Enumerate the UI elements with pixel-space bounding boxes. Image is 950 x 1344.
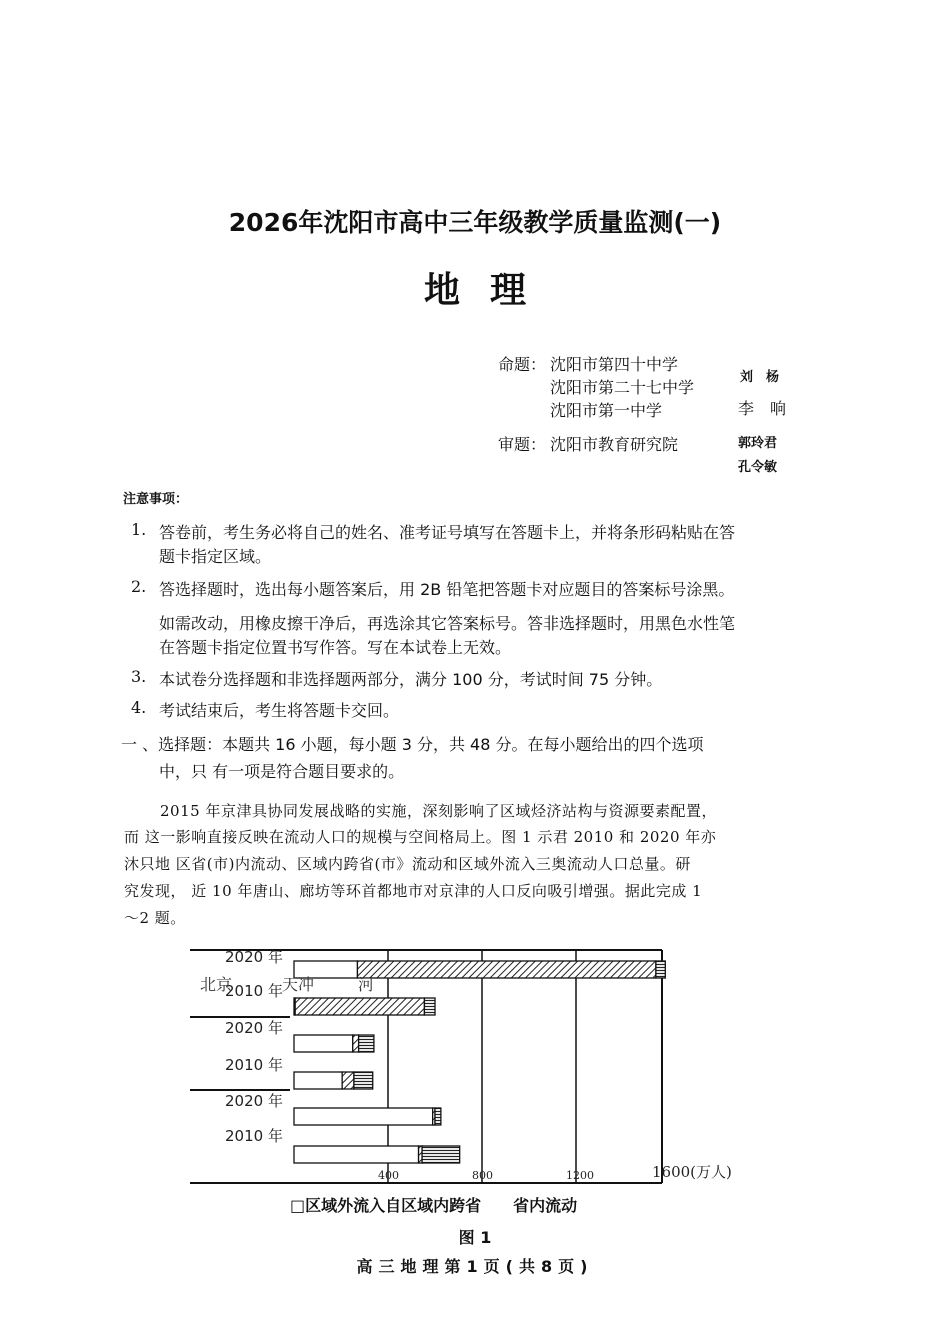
- chart-svg: [190, 945, 750, 1190]
- notice-number: 3.: [131, 667, 147, 686]
- tick-label: 1600(万人): [652, 1163, 732, 1181]
- notice-line: 在答题卡指定位置书写作答。写在本试卷上无效。: [159, 638, 512, 657]
- notice-number: 2.: [131, 577, 147, 596]
- chart-bars: [294, 961, 665, 1163]
- bar-segment-intra-province: [435, 1108, 441, 1125]
- reviewer-name: 孔令敏: [738, 460, 778, 475]
- reviewer-org: 沈阳市教育研究院: [550, 435, 679, 454]
- bar-segment-intra-province: [359, 1035, 374, 1052]
- region-label: 北京: [200, 975, 233, 994]
- figure-1-chart: [190, 945, 750, 1190]
- year-label: 2020 年: [225, 948, 283, 966]
- proposer-school: 沈阳市第二十七中学: [550, 378, 695, 397]
- bar-segment-cross-province: [357, 961, 655, 978]
- passage-line: 沐只地 区省(市)内流动、区域内跨省(市》流动和区域外流入三奥流动人口总量。研: [124, 855, 691, 873]
- notice-line: 答选择题时，选出每小题答案后，用 2B 铅笔把答题卡对应题目的答案标号涂黑。: [159, 580, 735, 599]
- bar-segment-outside-inflow: [294, 1072, 342, 1089]
- notice-heading: 注意事项：: [123, 492, 189, 507]
- region-label: 河: [358, 975, 375, 994]
- proposer-school: 沈阳市第四十中学: [550, 355, 679, 374]
- passage-line: 究发现， 近 10 年唐山、廊坊等环首都地市对京津的人口反向吸引增强。据此完成 1: [124, 882, 703, 900]
- bar-segment-intra-province: [424, 998, 435, 1015]
- bar-segment-intra-province: [422, 1146, 460, 1163]
- notice-line: 考试结束后，考生将答题卡交回。: [159, 701, 400, 720]
- passage-line: ～2 题。: [124, 909, 186, 927]
- tick-label: 800: [472, 1169, 493, 1182]
- tick-label: 1200: [566, 1169, 594, 1182]
- notice-number: 4.: [131, 698, 147, 717]
- notice-line: 本试卷分选择题和非选择题两部分，满分 100 分，考试时间 75 分钟。: [159, 670, 663, 689]
- year-label: 2010 年: [225, 1056, 283, 1074]
- bar-segment-cross-province: [295, 998, 424, 1015]
- bar-segment-outside-inflow: [294, 1108, 433, 1125]
- bar-segment-outside-inflow: [294, 1035, 353, 1052]
- reviewer-label: 审题：: [498, 435, 547, 454]
- year-label: 2020 年: [225, 1092, 283, 1110]
- passage-line: 2015 年京津具协同发展战略的实施，深刻影响了区域烃济站构与资源要素配置，: [160, 802, 717, 820]
- tick-label: 400: [378, 1169, 399, 1182]
- bar-segment-cross-province: [342, 1072, 354, 1089]
- notice-line: 答卷前，考生务必将自己的姓名、准考证号填写在答题卡上，并将条形码粘贴在答: [159, 523, 736, 542]
- notice-number: 1.: [131, 520, 147, 539]
- subject-title: 地理: [423, 270, 556, 311]
- year-label: 2010 年: [225, 1127, 283, 1145]
- chart-labels: [200, 948, 732, 1182]
- section-heading-cont: 中，只 有一项是符合题目要求的。: [159, 762, 405, 781]
- reviewer-name: 郭玲君: [738, 436, 778, 451]
- year-label: 2010 年: [225, 982, 283, 1000]
- chart-legend: □区域外流入自区域内跨省 省内流动: [290, 1196, 578, 1215]
- bar-segment-outside-inflow: [294, 1146, 419, 1163]
- exam-title: 2026年沈阳市高中三年级教学质量监测(一): [228, 208, 722, 237]
- notice-line: 题卡指定区域。: [159, 547, 272, 566]
- proposer-label: 命题：: [498, 355, 547, 374]
- page-footer: 高三地理第1页(共8页): [356, 1257, 594, 1276]
- notice-line: 如需改动，用橡皮擦干净后，再选涂其它答案标号。答非选择题时，用黑色水性笔: [159, 614, 736, 633]
- year-label: 2020 年: [225, 1019, 283, 1037]
- bar-segment-cross-province: [353, 1035, 359, 1052]
- proposer-name: 刘 杨: [740, 370, 780, 385]
- bar-segment-intra-province: [354, 1072, 373, 1089]
- passage-line: 而 这一影响直接反映在流动人口的规模与空间格局上。图 1 示君 2010 和 2020 年亦: [124, 828, 717, 846]
- region-label: 天冲: [282, 975, 315, 994]
- bar-segment-intra-province: [656, 961, 665, 978]
- proposer-school: 沈阳市第一中学: [550, 401, 663, 420]
- section-heading: 一 、选择题：本题共 16 小题，每小题 3 分，共 48 分。在每小题给出的四个选项: [121, 735, 704, 754]
- proposer-name: 李 响: [738, 399, 787, 418]
- figure-caption: 图 1: [458, 1228, 492, 1247]
